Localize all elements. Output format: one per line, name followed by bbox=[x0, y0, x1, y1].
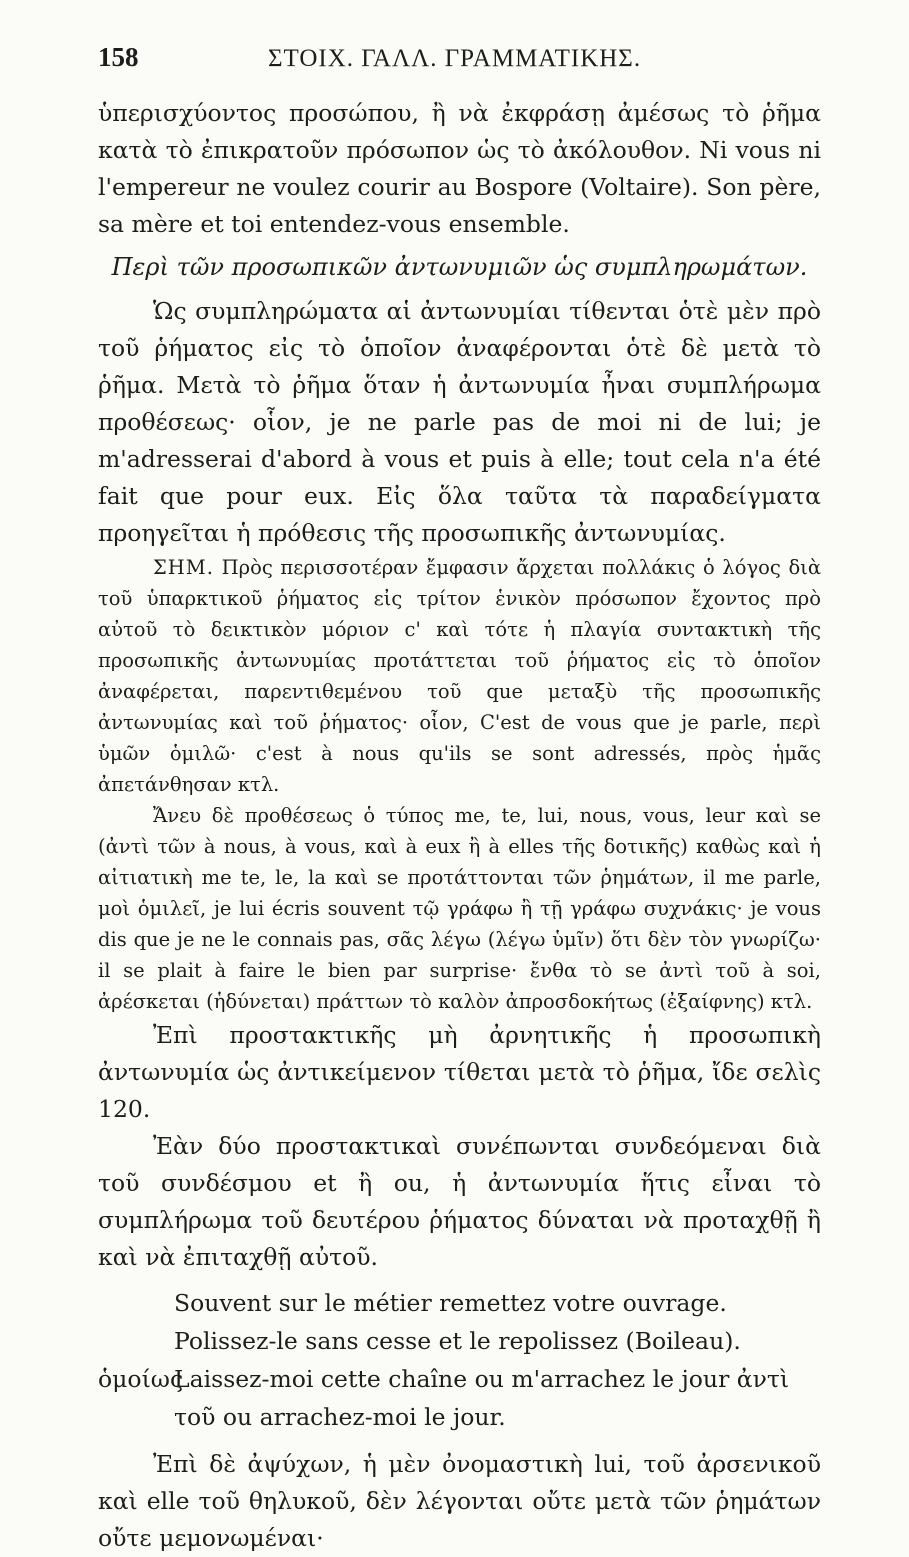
paragraph-pronouns-as-complements: Ὡς συμπληρώματα αἱ ἀντωνυμίαι τίθενται ὁτὲ μὲν πρὸ τοῦ ῥήματος εἰς τὸ ὁποῖον ἀναφέρονται ὁτὲ δὲ μετὰ τὸ ῥῆμα. Μετὰ τὸ ῥῆμα ὅταν ἡ ἀντωνυμία ἦναι συμπλήρωμα προθέσεως· οἷον, je ne parle pas de moi ni de lui; je m'adresserai d'abord à vous et puis à elle; tout cela n'a été fait que pour eux. Εἰς ὅλα ταῦτα τὰ παραδείγματα προηγεῖται ἡ πρόθεσις τῆς προσωπικῆς ἀντωνυμίας. bbox=[98, 297, 821, 547]
note-paragraph bbox=[98, 552, 821, 800]
verse-lead-word: ὁμοίως bbox=[98, 1365, 184, 1393]
page-number: 158 bbox=[98, 42, 139, 72]
note-label: ΣΗΜ. bbox=[153, 556, 214, 579]
section-heading: Περὶ τῶν προσωπικῶν ἀντωνυμιῶν ὡς συμπληρωμάτων. bbox=[111, 253, 808, 281]
paragraph-two-imperatives: Ἐὰν δύο προστακτικαὶ συνέπωνται συνδεόμεναι διὰ τοῦ συνδέσμου et ἢ ou, ἡ ἀντωνυμία ἥτις εἶναι τὸ συμπλήρωμα τοῦ δευτέρου ῥήματος δύναται νὰ προταχθῇ ἢ καὶ νὰ ἐπιταχθῇ αὐτοῦ. bbox=[98, 1132, 821, 1271]
paragraph-imperative: Ἐπὶ προστακτικῆς μὴ ἀρνητικῆς ἡ προσωπικὴ ἀντωνυμία ὡς ἀντικείμενον τίθεται μετὰ τὸ ῥῆμα, ἴδε σελὶς 120. bbox=[98, 1021, 821, 1123]
paragraph-inanimate: Ἐπὶ δὲ ἀψύχων, ἡ μὲν ὀνομαστικὴ lui, τοῦ ἀρσενικοῦ καὶ elle τοῦ θηλυκοῦ, δὲν λέγονται οὔτε μετὰ τῶν ῥημάτων οὔτε μεμονωμέναι· bbox=[98, 1450, 821, 1552]
verse-line: Polissez-le sans cesse et le repolissez (Boileau). bbox=[174, 1327, 741, 1355]
verse-quotation bbox=[98, 1284, 821, 1436]
running-head bbox=[98, 42, 821, 73]
note-text: Πρὸς περισσοτέραν ἔμφασιν ἄρχεται πολλάκις ὁ λόγος διὰ τοῦ ὑπαρκτικοῦ ῥήματος εἰς τρίτον ἑνικὸν πρόσωπον ἔχοντος πρὸ αὐτοῦ τὸ δεικτικὸν μόριον c' καὶ τότε ἡ πλαγία συντακτικὴ τῆς προσωπικῆς ἀντωνυμίας προτάττεται τοῦ ῥήματος εἰς τὸ ὁποῖον ἀναφέρεται, παρεντιθεμένου τοῦ que μεταξὺ τῆς προσωπικῆς ἀντωνυμίας καὶ τοῦ ῥήματος· οἷον, C'est de vous que je parle, περὶ ὑμῶν ὁμιλῶ· c'est à nous qu'ils se sont adressés, πρὸς ἡμᾶς ἀπετάνθησαν κτλ. bbox=[98, 556, 821, 796]
verse-line-text: Laissez-moi cette chaîne ou m'arrachez le jour ἀντὶ bbox=[174, 1365, 790, 1393]
verse-line: τοῦ ou arrachez-moi le jour. bbox=[174, 1403, 506, 1431]
verse-line: Souvent sur le métier remettez votre ouvrage. bbox=[174, 1289, 727, 1317]
verse-line bbox=[98, 1360, 821, 1398]
running-title: ΣΤΟΙΧ. ΓΑΛΛ. ΓΡΑΜΜΑΤΙΚΗΣ. bbox=[268, 45, 642, 72]
paragraph-without-preposition: Ἄνευ δὲ προθέσεως ὁ τύπος me, te, lui, nous, vous, leur καὶ se (ἀντὶ τῶν à nous, à vous, καὶ à eux ἢ à elles τῆς δοτικῆς) καθὼς καὶ ἡ αἰτιατικὴ me te, le, la καὶ se προτάττονται τῶν ῥημάτων, il me parle, μοὶ ὁμιλεῖ, je lui écris souvent τῷ γράφω ἢ τῇ γράφω συχνάκις· je vous dis que je ne le connais pas, σᾶς λέγω (λέγω ὑμῖν) ὅτι δὲν τὸν γνωρίζω· il se plait à faire le bien par surprise· ἔνθα τὸ se ἀντὶ τοῦ à soi, ἀρέσκεται (ἡδύνεται) πράττων τὸ καλὸν ἀπροσδοκήτως (ἐξαίφνης) κτλ. bbox=[98, 804, 821, 1013]
paragraph-continuation: ὑπερισχύοντος προσώπου, ἢ νὰ ἐκφράσῃ ἀμέσως τὸ ῥῆμα κατὰ τὸ ἐπικρατοῦν πρόσωπον ὡς τὸ ἀκόλουθον. Ni vous ni l'empereur ne voulez courir au Bospore (Voltaire). Son père, sa mère et toi entendez-vous ensemble. bbox=[98, 99, 821, 238]
